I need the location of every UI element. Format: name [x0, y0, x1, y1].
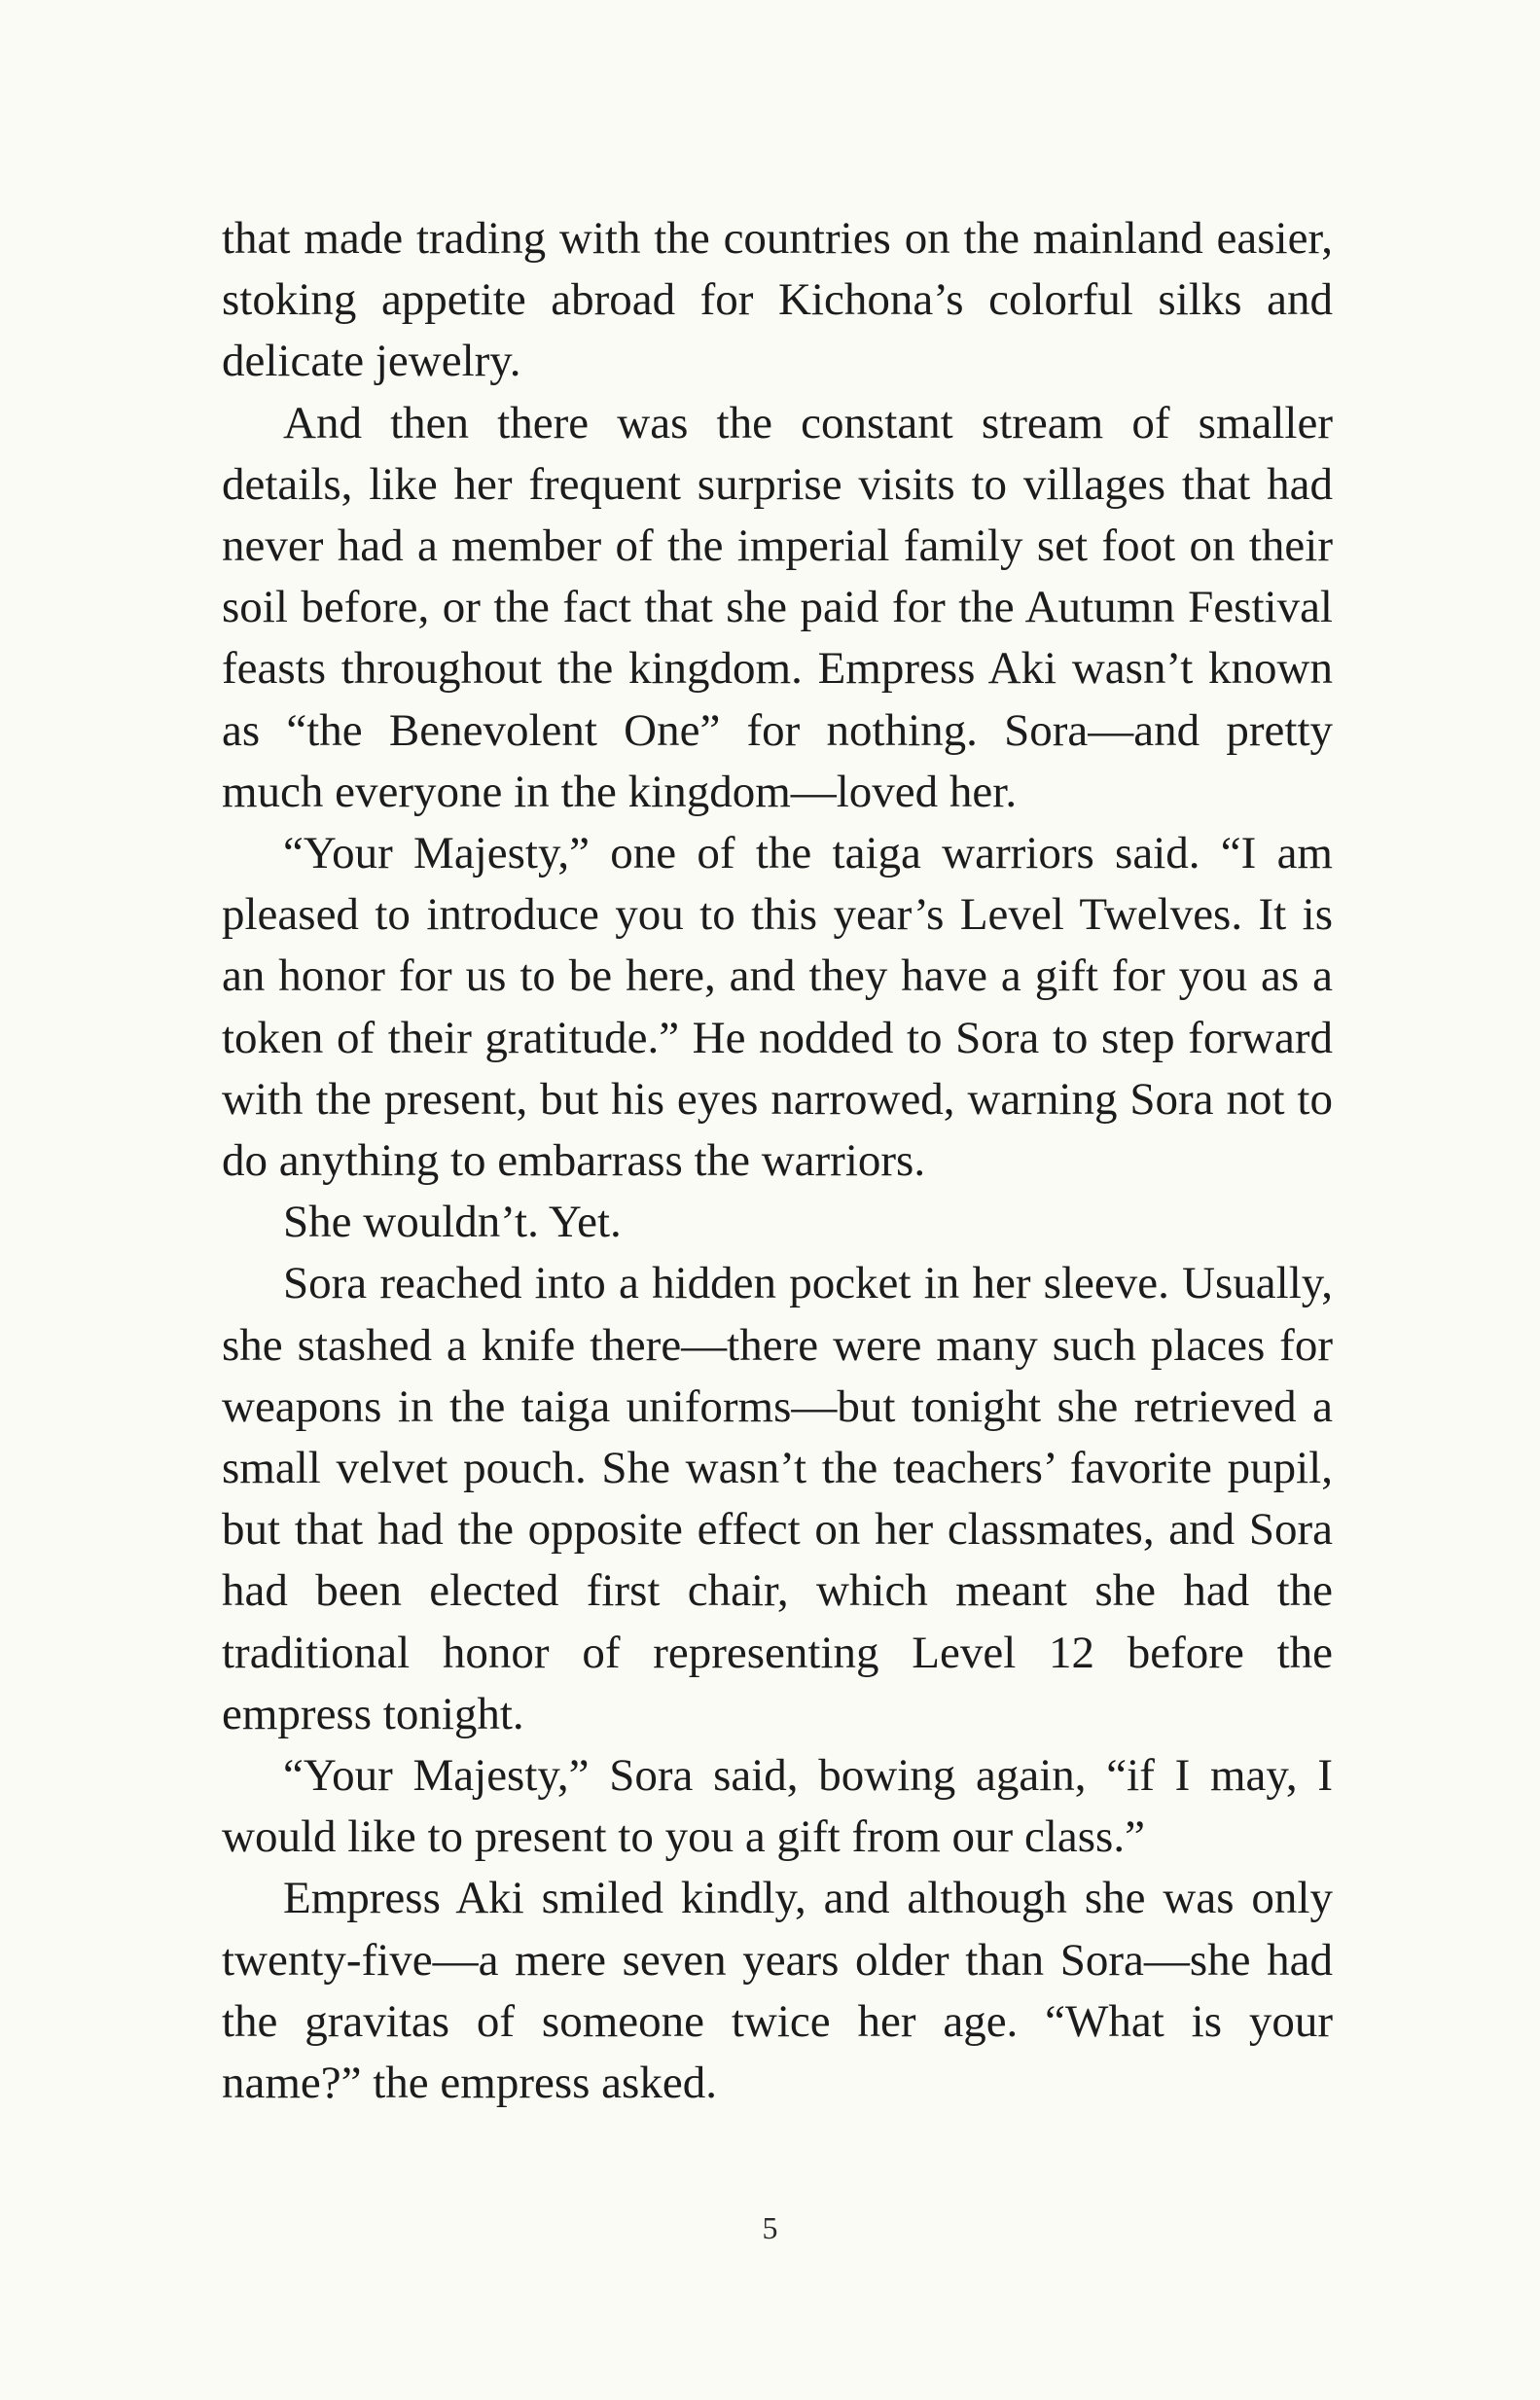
paragraph: “Your Majesty,” one of the taiga warriors said. “I am pleased to introduce you to this year’s Level Twelves. It is an honor for us to be here, and they have a gift for you as a token of their gratitude.” He nodded to Sora to step forward with the present, but his eyes narrowed, warning Sora not to do anything to embarrass the warriors. [222, 828, 1333, 1187]
paragraph: Sora reached into a hidden pocket in her sleeve. Usually, she stashed a knife there—there were many such places for weapons in the taiga uniforms—but tonight she retrieved a small velvet pouch. She wasn’t the teachers’ favorite pupil, but that had the opposite effect on her classmates, and Sora had been elected first chair, which meant she had the traditional honor of representing Level 12 before the empress tonight. [222, 1258, 1333, 1739]
paragraph: She wouldn’t. Yet. [283, 1197, 622, 1248]
page-number: 5 [762, 2210, 778, 2245]
paragraph: And then there was the constant stream of smaller details, like her frequent surprise visits to villages that had never had a member of the imperial family set foot on their soil before, or the fact that she paid for the Autumn Festival feasts throughout the kingdom. Empress Aki wasn’t known as “the Benevolent One” for nothing. Sora—and pretty much everyone in the kingdom—loved her. [222, 397, 1333, 817]
paragraph: that made trading with the countries on the mainland easier, stoking appetite abroad for Kichona’s colorful silks and delicate jewelry. [222, 213, 1333, 387]
paragraph: Empress Aki smiled kindly, and although she was only twenty-five—a mere seven years older than Sora—she had the gravitas of someone twice her age. “What is your name?” the empress asked. [222, 1873, 1333, 2109]
paragraph: “Your Majesty,” Sora said, bowing again, “if I may, I would like to present to you a gift from our class.” [222, 1750, 1333, 1863]
body-text [222, 208, 1333, 2114]
